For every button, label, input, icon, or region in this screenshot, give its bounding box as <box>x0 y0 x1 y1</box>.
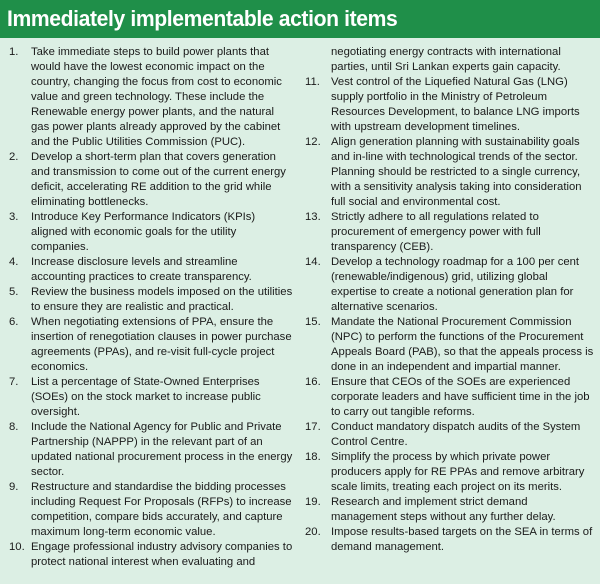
list-item <box>0 315 300 375</box>
item-number: 17. <box>305 421 321 433</box>
item-number: 3. <box>9 211 19 223</box>
item-text: Introduce Key Performance Indicators (KPIs) aligned with economic goals for the utility companies. <box>31 211 256 253</box>
item-text: Simplify the process by which private power producers apply for RE PPAs and remove arbitrary scale limits, treating each project on its merits. <box>331 451 585 493</box>
item-number: 14. <box>305 256 321 268</box>
item-number: 7. <box>9 376 19 388</box>
item-number: 6. <box>9 316 19 328</box>
item-text: Restructure and standardise the bidding processes including Request For Proposals (RFPs) to increase competition, compare bids accurately, and capture maximum long-term economic value. <box>31 481 292 538</box>
item-text: Review the business models imposed on the utilities to ensure they are realistic and practical. <box>31 286 293 313</box>
item-number: 16. <box>305 376 321 388</box>
list-item <box>300 420 600 450</box>
list-item <box>0 285 300 315</box>
item-text: List a percentage of State-Owned Enterprises (SOEs) on the stock market to increase public oversight. <box>31 376 261 418</box>
item-number: 20. <box>305 526 321 538</box>
item-text: Conduct mandatory dispatch audits of the System Control Centre. <box>331 421 581 448</box>
list-item <box>300 315 600 375</box>
item-number: 9. <box>9 481 19 493</box>
list-item <box>300 255 600 315</box>
list-item <box>300 525 600 555</box>
item-number: 15. <box>305 316 321 328</box>
list-item <box>0 540 300 570</box>
item-text: Take immediate steps to build power plants that would have the lowest economic impact on the country, changing the focus from cost to economic value and green technology. These include the Renewable energy power plants, and the natural gas power plants already approved by the cabinet and the Public Utilities Commission (PUC). <box>31 46 282 148</box>
item-number: 13. <box>305 211 321 223</box>
item-10-continuation: negotiating energy contracts with international parties, until Sri Lankan experts gain capacity. <box>331 46 561 73</box>
item-number: 5. <box>9 286 19 298</box>
left-column <box>0 45 300 570</box>
list-item <box>0 210 300 255</box>
list-item <box>300 210 600 255</box>
item-number: 11. <box>305 76 320 88</box>
list-item <box>0 420 300 480</box>
panel-title: Immediately implementable action items <box>7 6 398 31</box>
list-item <box>300 135 600 210</box>
list-item <box>300 450 600 495</box>
item-number: 10. <box>9 541 25 553</box>
item-number: 1. <box>9 46 19 58</box>
item-text: Mandate the National Procurement Commission (NPC) to perform the functions of the Procurement Appeals Board (PAB), so that the appeals process is done in an independent and impartial manner. <box>331 316 594 373</box>
item-text: Research and implement strict demand management steps without any further delay. <box>331 496 556 523</box>
item-number: 4. <box>9 256 19 268</box>
list-item <box>0 45 300 150</box>
item-text: When negotiating extensions of PPA, ensure the insertion of renegotiation clauses in power purchase agreements (PPAs), and re-visit full-cycle project economics. <box>31 316 292 373</box>
item-text: Vest control of the Liquefied Natural Gas (LNG) supply portfolio in the Ministry of Petroleum Resources Development, to balance LNG imports with upstream development timelines. <box>331 76 580 133</box>
list-item <box>0 255 300 285</box>
item-number: 2. <box>9 151 19 163</box>
item-text: Include the National Agency for Public and Private Partnership (NAPPP) in the relevant part of an updated national procurement process in the energy sector. <box>31 421 293 478</box>
item-number: 12. <box>305 136 321 148</box>
item-text: Develop a short-term plan that covers generation and transmission to come out of the current energy deficit, accelerating RE addition to the grid while eliminating bottlenecks. <box>31 151 286 208</box>
item-number: 8. <box>9 421 19 433</box>
list-item <box>300 375 600 420</box>
item-text: Ensure that CEOs of the SOEs are experienced corporate leaders and have sufficient time in the job to carry out tangible reforms. <box>331 376 590 418</box>
item-text: Develop a technology roadmap for a 100 per cent (renewable/indigenous) grid, utilizing global expertise to create a notional generation plan for alternative scenarios. <box>331 256 580 313</box>
list-item <box>0 375 300 420</box>
list-item <box>300 495 600 525</box>
item-text: Engage professional industry advisory companies to protect national interest when evaluating and <box>31 541 293 568</box>
item-number: 19. <box>305 496 321 508</box>
item-text: Strictly adhere to all regulations related to procurement of emergency power with full transparency (CEB). <box>331 211 541 253</box>
list-item <box>0 480 300 540</box>
item-text: Impose results-based targets on the SEA in terms of demand management. <box>331 526 593 553</box>
item-text: Align generation planning with sustainability goals and in-line with technological trends of the sector. Planning should be restricted to a single currency, with a sensitivity analysis taking into consideration full social and environmental cost. <box>331 136 582 208</box>
list-item <box>0 150 300 210</box>
item-text: Increase disclosure levels and streamline accounting practices to create transparency. <box>31 256 252 283</box>
item-number: 18. <box>305 451 321 463</box>
panel-header <box>0 0 600 38</box>
list-item <box>300 75 600 135</box>
right-column <box>300 45 600 555</box>
